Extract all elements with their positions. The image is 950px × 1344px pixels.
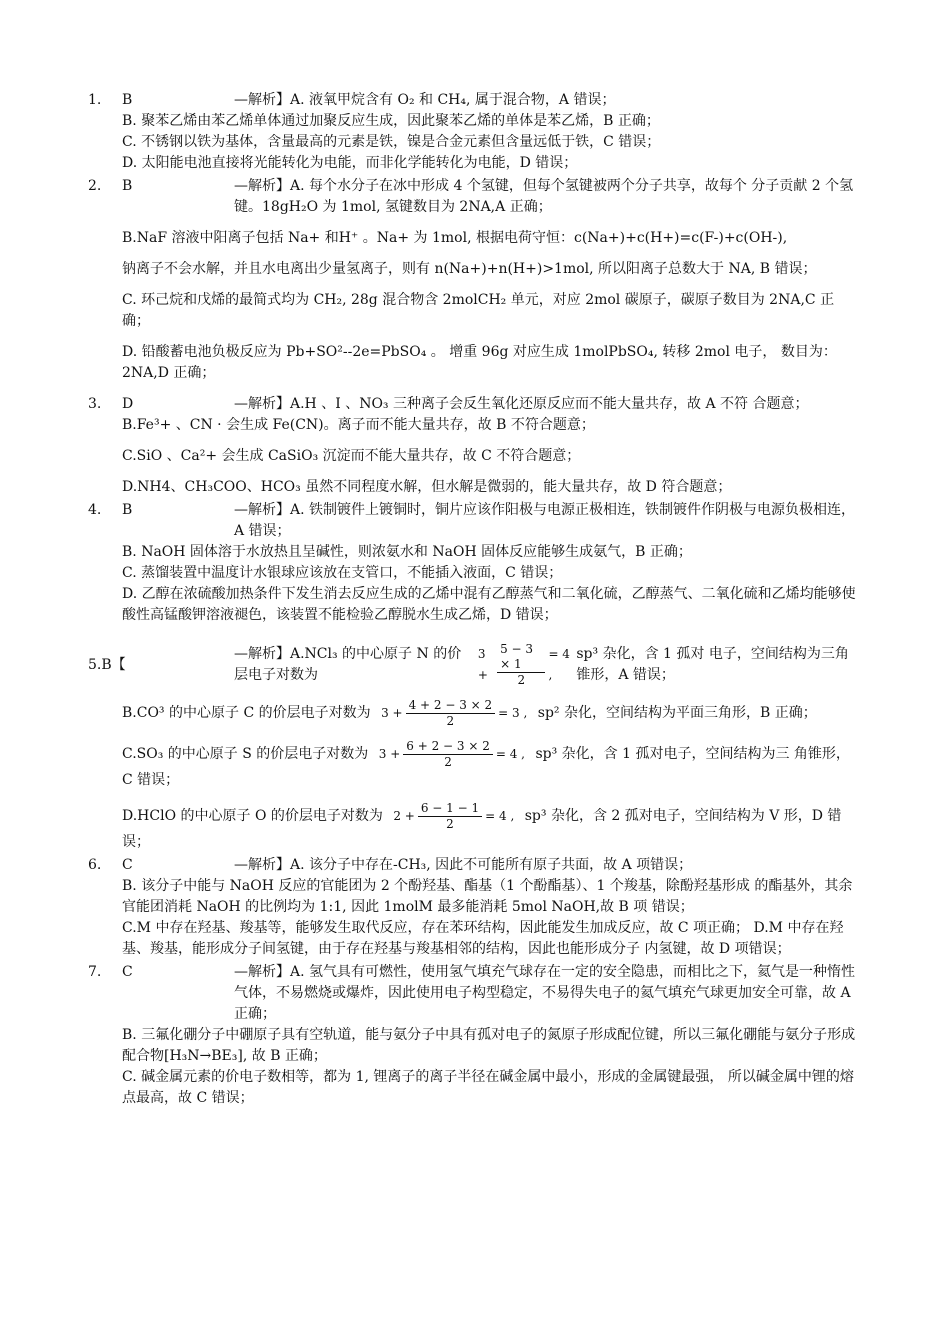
explanation-line: sp² 杂化，空间结构为平面三角形，B 正确； [537, 705, 817, 721]
explanation-line: D.HClO 的中心原子 O 的价层电子对数为 [122, 808, 383, 824]
answer-letter: B [122, 92, 133, 108]
explanation-line: B. 三氟化硼分子中硼原子具有空轨道，能与氨分子中具有孤对电子的氮原子形成配位键，所以三氟化硼能与氨分子形成配合物[H₃N→BE₃], 故 B 正确； [122, 1027, 856, 1064]
explanation-line: D. 乙醇在浓硫酸加热条件下发生消去反应生成的乙烯中混有乙醇蒸气和二氧化硫，乙醇蒸气、二氧化硫和乙烯均能够使酸性高锰酸钾溶液褪色，该装置不能检验乙醇脱水生成乙烯，D 错误； [122, 586, 856, 623]
explanation-line: —解析】A. 液氧甲烷含有 O₂ 和 CH₄, 属于混合物，A 错误； [234, 92, 616, 108]
formula: 3 + $\frac{6 + 2 - 3 \times 2}{2}$ = 4 , [378, 739, 525, 769]
explanation-line: C.M 中存在羟基、羧基等，能够发生取代反应，存在苯环结构，因此能发生加成反应，故 C 项正确； D.M 中存在羟基、羧基，能形成分子间氢键，由于存在羟基与羧基相邻的结构，因此也能形成分子 内氢键，故 D 项错误； [122, 920, 844, 957]
answer-sheet [88, 88, 860, 1109]
question-4 [88, 500, 860, 626]
explanation-line: C. 碱金属元素的价电子数相等，都为 1, 锂离子的离子半径在碱金属中最小，形成的金属键最强， 所以碱金属中锂的熔点最高，故 C 错误； [122, 1069, 854, 1106]
formula: 2 + $\frac{6 - 1 - 1}{2}$ = 4 , [393, 801, 515, 831]
explanation-line: sp³ 杂化，含 1 孤对 电子，空间结构为三角锥形，A 错误； [576, 646, 849, 683]
answer-letter: B [122, 502, 133, 518]
answer-letter: C [122, 964, 133, 980]
explanation-line: —解析】A. 铁制镀件上镀铜时，铜片应该作阳极与电源正极相连，铁制镀件作阴极与电源负极相连，A 错误； [234, 502, 856, 539]
explanation-line: 钠离子不会水解，并且水电离出少量氢离子，则有 n(Na+)+n(H+)>1mol, 所以阳离子总数大于 NA, B 错误； [122, 261, 817, 277]
explanation-line: C. 环己烷和戊烯的最简式均为 CH₂, 28g 混合物含 2molCH₂ 单元，对应 2mol 碳原子，碳原子数目为 2NA,C 正确； [122, 292, 835, 329]
explanation-line: —解析】A.NCl₃ 的中心原子 N 的价层电子对数为 [234, 646, 462, 683]
question-7 [88, 962, 860, 1109]
answer-letter: B [122, 178, 133, 194]
question-number: 7. [88, 964, 102, 980]
formula: 3 + $\frac{5 - 3 \times 1}{2}$ = 4 , [477, 642, 570, 687]
question-number: 4. [88, 502, 102, 518]
question-number: 3. [88, 396, 102, 412]
formula-row [88, 801, 860, 853]
question-number: 5.B【 [88, 656, 126, 673]
explanation-line: —解析】A.H 、I 、NO₃ 三种离子会反生氧化还原反应而不能大量共存，故 A 不符 合题意； [234, 396, 809, 412]
explanation-line: D.NH4、CH₃COO、HCO₃ 虽然不同程度水解，但水解是微弱的，能大量共存，故 D 符合题意； [122, 479, 732, 495]
explanation-line: C.SiO 、Ca²+ 会生成 CaSiO₃ 沉淀而不能大量共存，故 C 不符合题意； [122, 448, 581, 464]
explanation-line: sp³ 杂化，含 2 孤对电子，空间结构为 V 形，D 错误； [122, 808, 842, 850]
question-2 [88, 176, 860, 384]
question-1 [88, 90, 860, 174]
explanation-line: D. 铅酸蓄电池负极反应为 Pb+SO²--2e=PbSO₄ 。 增重 96g 对应生成 1molPbSO₄, 转移 2mol 电子， 数目为：2NA,D 正确； [122, 344, 837, 381]
explanation-line: B. 该分子中能与 NaOH 反应的官能团为 2 个酚羟基、酯基（1 个酚酯基）、1 个羧基，除酚羟基形成 的酯基外，其余官能团消耗 NaOH 的比例均为 1:1, 因此 1molM 最多能消耗 5mol NaOH,故 B 项 错误； [122, 878, 853, 915]
explanation-line: C.SO₃ 的中心原子 S 的价层电子对数为 [122, 746, 369, 762]
explanation-line: B.Fe³+ 、CN · 会生成 Fe(CN)。离子而不能大量共存，故 B 不符合题意； [122, 417, 595, 433]
explanation-line: B.NaF 溶液中阳离子包括 Na+ 和H⁺ 。Na+ 为 1mol, 根据电荷守恒：c(Na+)+c(H+)=c(F-)+c(OH-), [122, 230, 788, 246]
formula-row [88, 698, 860, 729]
question-5 [88, 642, 860, 853]
question-number: 2. [88, 178, 102, 194]
explanation-line: sp³ 杂化，含 1 孤对电子，空间结构为三 角锥形，C 错误； [122, 746, 850, 788]
explanation-line: —解析】A. 氢气具有可燃性，使用氢气填充气球存在一定的安全隐患，而相比之下，氦气是一种惰性气体，不易燃烧或爆炸，因此使用电子构型稳定，不易得失电子的氦气填充气球更加安全可靠，故 A 正确； [234, 964, 856, 1022]
formula: 3 + $\frac{4 + 2 - 3 \times 2}{2}$ = 3 , [381, 698, 528, 728]
answer-letter: C [122, 857, 133, 873]
explanation-line: B. 聚苯乙烯由苯乙烯单体通过加聚反应生成，因此聚苯乙烯的单体是苯乙烯，B 正确； [122, 113, 660, 129]
explanation-line: C. 蒸馏装置中温度计水银球应该放在支管口，不能插入液面，C 错误； [122, 565, 563, 581]
explanation-line: —解析】A. 该分子中存在-CH₃, 因此不可能所有原子共面，故 A 项错误； [234, 857, 693, 873]
explanation-line: B.CO³ 的中心原子 C 的价层电子对数为 [122, 705, 371, 721]
question-6 [88, 855, 860, 960]
explanation-line: C. 不锈钢以铁为基体，含量最高的元素是铁，镍是合金元素但含量远低于铁，C 错误； [122, 134, 661, 150]
explanation-line: D. 太阳能电池直接将光能转化为电能，而非化学能转化为电能，D 错误； [122, 155, 578, 171]
question-3 [88, 394, 860, 498]
formula-row [88, 739, 860, 791]
explanation-line: —解析】A. 每个水分子在冰中形成 4 个氢键，但每个氢键被两个分子共享，故每个 分子贡献 2 个氢键。18gH₂O 为 1mol, 氢键数目为 2NA,A 正确； [234, 178, 854, 215]
question-number: 6. [88, 857, 102, 873]
explanation-line: B. NaOH 固体溶于水放热且呈碱性，则浓氨水和 NaOH 固体反应能够生成氨气，B 正确； [122, 544, 692, 560]
question-number: 1. [88, 92, 102, 108]
answer-letter: D [122, 396, 134, 412]
